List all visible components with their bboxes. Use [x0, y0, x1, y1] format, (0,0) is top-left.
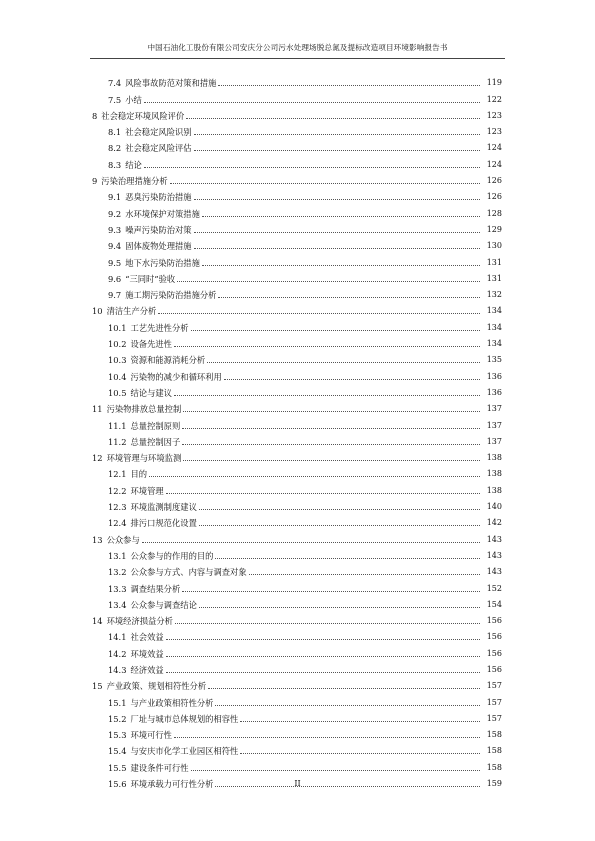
toc-entry[interactable]	[92, 577, 502, 593]
toc-entry-page: 131	[486, 273, 502, 283]
toc-leader-dots	[174, 345, 480, 347]
toc-entry-number: 13.2	[108, 567, 127, 578]
toc-entry-title: 总量控制原则	[130, 420, 181, 431]
toc-leader-dots	[182, 590, 480, 592]
toc-entry-number: 11.1	[108, 420, 127, 431]
toc-entry-page: 158	[486, 746, 502, 756]
toc-entry-title: 污染治理措施分析	[101, 176, 168, 187]
toc-entry-number: 15.1	[108, 697, 127, 708]
toc-entry-number: 10.4	[108, 371, 127, 382]
toc-entry-page: 156	[486, 632, 502, 642]
toc-entry[interactable]	[92, 496, 502, 512]
toc-entry[interactable]	[92, 528, 502, 544]
toc-entry[interactable]	[92, 561, 502, 577]
toc-entry-page: 136	[486, 371, 502, 381]
toc-entry-number: 9.2	[108, 208, 122, 219]
toc-entry-page: 152	[486, 583, 502, 593]
toc-entry-page: 129	[486, 224, 502, 234]
toc-leader-dots	[166, 492, 480, 494]
toc-leader-dots	[182, 443, 480, 445]
toc-entry[interactable]	[92, 463, 502, 479]
page-number: II	[294, 779, 301, 788]
toc-entry-page: 126	[486, 176, 502, 186]
toc-entry-page: 134	[486, 322, 502, 332]
toc-entry-number: 9.5	[108, 257, 122, 268]
toc-entry-number: 14	[92, 616, 103, 627]
toc-entry-page: 156	[486, 616, 502, 626]
toc-entry-page: 137	[486, 404, 502, 414]
toc-entry[interactable]	[92, 594, 502, 610]
toc-leader-dots	[142, 541, 480, 543]
toc-entry[interactable]	[92, 431, 502, 447]
toc-entry-page: 138	[486, 469, 502, 479]
toc-entry-number: 14.3	[108, 664, 127, 675]
toc-entry-number: 14.1	[108, 632, 127, 643]
toc-entry[interactable]	[92, 268, 502, 284]
toc-entry[interactable]	[92, 333, 502, 349]
toc-entry-page: 119	[486, 78, 502, 88]
toc-entry-page: 138	[486, 485, 502, 495]
toc-entry-title: 工艺先进性分析	[130, 322, 189, 333]
toc-entry[interactable]	[92, 691, 502, 707]
toc-entry-title: 水环境保护对策措施	[125, 208, 200, 219]
toc-entry-number: 10.2	[108, 339, 127, 350]
toc-leader-dots	[202, 215, 480, 217]
toc-entry-page: 157	[486, 697, 502, 707]
toc-entry-title: 地下水污染防治措施	[125, 257, 200, 268]
toc-entry-title: 施工期污染防治措施分析	[125, 290, 217, 301]
toc-entry[interactable]	[92, 219, 502, 235]
toc-entry[interactable]	[92, 316, 502, 332]
toc-entry-title: 公众参与方式、内容与调查对象	[130, 567, 247, 578]
toc-entry-title: 小结	[125, 94, 142, 105]
toc-leader-dots	[194, 198, 480, 200]
toc-leader-dots	[215, 704, 480, 706]
toc-entry[interactable]	[92, 251, 502, 267]
toc-leader-dots	[177, 280, 480, 282]
toc-entry-page: 128	[486, 208, 502, 218]
toc-leader-dots	[186, 117, 480, 119]
toc-entry-page: 134	[486, 306, 502, 316]
toc-entry-title: 资源和能源消耗分析	[130, 355, 206, 366]
toc-leader-dots	[183, 459, 480, 461]
toc-entry-title: 总量控制因子	[130, 436, 181, 447]
toc-entry-page: 126	[486, 192, 502, 202]
toc-leader-dots	[240, 752, 480, 754]
toc-entry-page: 156	[486, 648, 502, 658]
toc-entry-title: 社会稳定风险识别	[125, 127, 192, 138]
toc-leader-dots	[191, 769, 480, 771]
toc-leader-dots	[224, 378, 480, 380]
toc-leader-dots	[218, 296, 480, 298]
toc-entry-number: 9.1	[108, 192, 122, 203]
toc-entry-page: 137	[486, 436, 502, 446]
toc-entry-page: 136	[486, 387, 502, 397]
toc-leader-dots	[191, 329, 480, 331]
toc-entry-number: 13	[92, 534, 103, 545]
toc-leader-dots	[166, 655, 480, 657]
toc-entry-number: 15.2	[108, 713, 127, 724]
toc-leader-dots	[174, 394, 480, 396]
toc-entry-number: 9.3	[108, 224, 122, 235]
toc-entry-page: 158	[486, 762, 502, 772]
toc-entry-title: 环境经济损益分析	[106, 616, 173, 627]
toc-leader-dots	[207, 361, 480, 363]
toc-entry-title: 结论	[125, 159, 142, 170]
toc-entry-title: 公众参与的作用的目的	[130, 550, 214, 561]
toc-entry-number: 12.4	[108, 518, 127, 529]
toc-leader-dots	[194, 149, 480, 151]
toc-entry-page: 157	[486, 713, 502, 723]
toc-leader-dots	[199, 606, 480, 608]
toc-leader-dots	[208, 687, 480, 689]
table-of-contents	[92, 72, 502, 789]
toc-entry-number: 8.1	[108, 127, 122, 138]
toc-entry-number: 10.1	[108, 322, 127, 333]
toc-entry-number: 10.5	[108, 387, 127, 398]
toc-entry-title: 清洁生产分析	[106, 306, 157, 317]
toc-leader-dots	[218, 84, 480, 86]
toc-entry-page: 137	[486, 420, 502, 430]
toc-entry-title: 公众参与	[106, 534, 140, 545]
toc-entry-number: 9.7	[108, 290, 122, 301]
toc-entry-title: 公众参与调查结论	[130, 599, 197, 610]
toc-entry-title: 污染物排放总量控制	[106, 404, 182, 415]
toc-entry-page: 157	[486, 681, 502, 691]
toc-entry[interactable]	[92, 479, 502, 495]
toc-entry[interactable]	[92, 349, 502, 365]
toc-entry-number: 14.2	[108, 648, 127, 659]
toc-entry[interactable]	[92, 72, 502, 88]
toc-entry-number: 11	[92, 404, 103, 415]
toc-entry[interactable]	[92, 186, 502, 202]
toc-entry[interactable]	[92, 284, 502, 300]
toc-entry-page: 124	[486, 143, 502, 153]
toc-entry[interactable]	[92, 610, 502, 626]
toc-entry-title: “三同时”验收	[125, 273, 176, 284]
toc-entry-number: 15.6	[108, 779, 127, 790]
toc-entry-number: 7.5	[108, 94, 122, 105]
toc-leader-dots	[194, 231, 480, 233]
toc-entry-number: 9.6	[108, 273, 122, 284]
toc-entry-number: 15.4	[108, 746, 127, 757]
toc-entry-title: 结论与建议	[130, 387, 172, 398]
toc-entry-page: 124	[486, 159, 502, 169]
toc-entry-title: 社会效益	[130, 632, 164, 643]
toc-entry[interactable]	[92, 414, 502, 430]
toc-entry-number: 8.2	[108, 143, 122, 154]
toc-entry-page: 143	[486, 567, 502, 577]
toc-entry-page: 122	[486, 94, 502, 104]
toc-entry-title: 与安庆市化学工业园区相符性	[130, 746, 239, 757]
toc-entry-title: 环境效益	[130, 648, 164, 659]
toc-entry-number: 8	[92, 110, 98, 121]
toc-entry[interactable]	[92, 170, 502, 186]
page-header: 中国石油化工股份有限公司安庆分公司污水处理场脱总氮及提标改造项目环境影响报告书	[90, 42, 505, 59]
toc-entry-number: 13.4	[108, 599, 127, 610]
toc-entry[interactable]	[92, 675, 502, 691]
toc-entry-page: 132	[486, 290, 502, 300]
toc-entry-title: 排污口规范化设置	[130, 518, 197, 529]
toc-leader-dots	[144, 101, 480, 103]
toc-entry-number: 12	[92, 453, 103, 464]
toc-entry-number: 9	[92, 176, 98, 187]
toc-leader-dots	[175, 622, 480, 624]
toc-entry[interactable]	[92, 382, 502, 398]
toc-entry-title: 环境监测制度建议	[130, 502, 197, 513]
toc-leader-dots	[166, 638, 480, 640]
toc-entry[interactable]	[92, 153, 502, 169]
toc-entry[interactable]	[92, 642, 502, 658]
toc-entry-title: 固体废物处理措施	[125, 241, 192, 252]
toc-entry-page: 123	[486, 127, 502, 137]
toc-entry[interactable]	[92, 121, 502, 137]
toc-entry-title: 环境可行性	[130, 730, 172, 741]
toc-entry-title: 社会稳定环境风险评价	[101, 110, 185, 121]
toc-leader-dots	[199, 508, 480, 510]
toc-entry[interactable]	[92, 300, 502, 316]
toc-entry-title: 建设条件可行性	[130, 762, 189, 773]
toc-entry-number: 12.1	[108, 469, 127, 480]
toc-entry-title: 噪声污染防治对策	[125, 224, 192, 235]
toc-entry[interactable]	[92, 724, 502, 740]
toc-entry-page: 135	[486, 355, 502, 365]
toc-leader-dots	[166, 671, 480, 673]
toc-entry[interactable]	[92, 740, 502, 756]
toc-leader-dots	[144, 166, 480, 168]
toc-entry-page: 159	[486, 779, 502, 789]
toc-entry-title: 环境承载力可行性分析	[130, 779, 214, 790]
toc-entry-number: 15	[92, 681, 103, 692]
toc-leader-dots	[174, 736, 480, 738]
toc-leader-dots	[199, 524, 480, 526]
toc-entry-number: 9.4	[108, 241, 122, 252]
toc-entry-page: 123	[486, 110, 502, 120]
toc-entry-page: 158	[486, 730, 502, 740]
toc-entry-page: 134	[486, 339, 502, 349]
toc-entry-number: 12.2	[108, 485, 127, 496]
toc-entry-number: 13.3	[108, 583, 127, 594]
toc-leader-dots	[170, 182, 480, 184]
toc-leader-dots	[249, 573, 480, 575]
toc-entry[interactable]	[92, 105, 502, 121]
toc-entry-title: 恶臭污染防治措施	[125, 192, 192, 203]
toc-leader-dots	[183, 410, 480, 412]
toc-entry-title: 厂址与城市总体规划的相容性	[130, 713, 239, 724]
toc-entry-title: 产业政策、规划相符性分析	[106, 681, 207, 692]
toc-entry-title: 环境管理与环境监测	[106, 453, 182, 464]
toc-entry-number: 15.3	[108, 730, 127, 741]
toc-entry[interactable]	[92, 447, 502, 463]
toc-entry[interactable]	[92, 756, 502, 772]
toc-entry[interactable]	[92, 365, 502, 381]
toc-entry[interactable]	[92, 88, 502, 104]
toc-entry-title: 设备先进性	[130, 339, 172, 350]
toc-entry-title: 经济效益	[130, 664, 164, 675]
toc-entry[interactable]	[92, 137, 502, 153]
toc-entry-page: 140	[486, 502, 502, 512]
toc-entry-number: 7.4	[108, 78, 122, 89]
toc-entry[interactable]	[92, 202, 502, 218]
toc-leader-dots	[158, 312, 480, 314]
toc-entry-number: 12.3	[108, 502, 127, 513]
toc-entry[interactable]	[92, 512, 502, 528]
toc-entry-page: 143	[486, 550, 502, 560]
toc-entry-page: 130	[486, 241, 502, 251]
toc-entry-page: 143	[486, 534, 502, 544]
toc-entry[interactable]	[92, 545, 502, 561]
toc-entry-title: 社会稳定风险评估	[125, 143, 192, 154]
toc-entry-page: 156	[486, 664, 502, 674]
toc-entry-page: 131	[486, 257, 502, 267]
toc-entry-number: 11.2	[108, 436, 127, 447]
toc-entry-number: 15.5	[108, 762, 127, 773]
toc-entry-page: 154	[486, 599, 502, 609]
toc-entry[interactable]	[92, 235, 502, 251]
toc-entry-title: 目的	[130, 469, 148, 480]
toc-entry-number: 8.3	[108, 159, 122, 170]
toc-entry-title: 调查结果分析	[130, 583, 181, 594]
toc-leader-dots	[215, 557, 480, 559]
toc-leader-dots	[182, 427, 480, 429]
toc-entry[interactable]	[92, 626, 502, 642]
toc-entry[interactable]	[92, 708, 502, 724]
toc-leader-dots	[194, 133, 480, 135]
toc-entry-title: 与产业政策相符性分析	[130, 697, 214, 708]
toc-leader-dots	[194, 247, 480, 249]
toc-entry-number: 13.1	[108, 550, 127, 561]
toc-entry-title: 环境管理	[130, 485, 164, 496]
toc-entry[interactable]	[92, 398, 502, 414]
toc-entry-title: 污染物的减少和循环利用	[130, 371, 222, 382]
toc-entry-title: 风险事故防范对策和措施	[125, 78, 217, 89]
toc-leader-dots	[202, 264, 480, 266]
toc-entry-number: 10.3	[108, 355, 127, 366]
toc-entry-page: 138	[486, 453, 502, 463]
toc-entry-number: 10	[92, 306, 103, 317]
toc-entry-page: 142	[486, 518, 502, 528]
toc-entry[interactable]	[92, 659, 502, 675]
toc-leader-dots	[149, 475, 480, 477]
toc-leader-dots	[240, 720, 480, 722]
